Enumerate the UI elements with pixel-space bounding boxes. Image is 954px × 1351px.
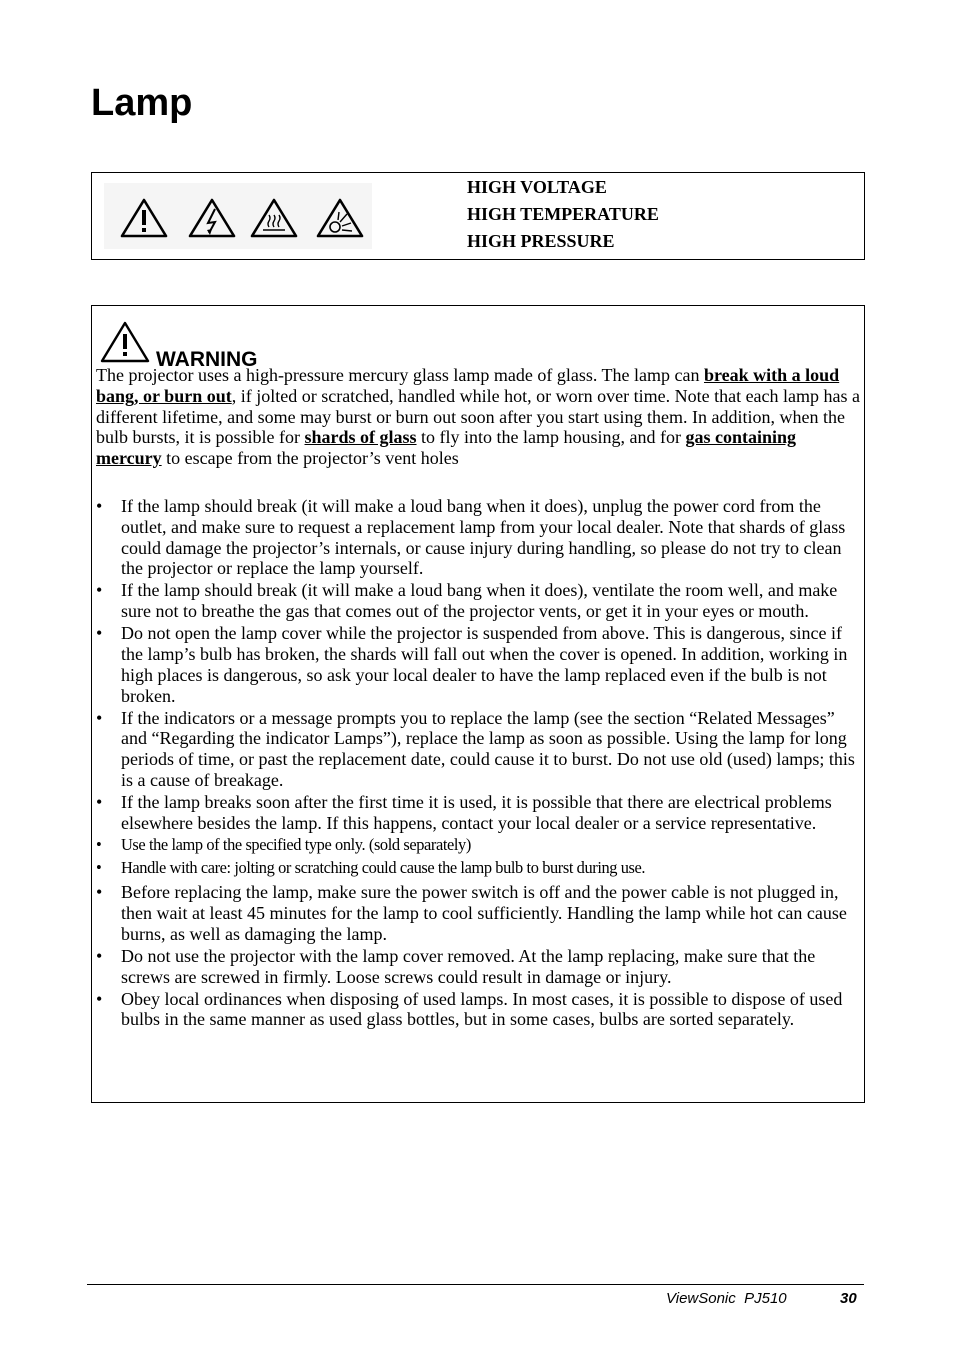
bullet-marker: • [96, 988, 103, 1009]
intro-text: , if jolted or scratched, handled while hot, or worn over time. Note that each lamp has a different lifetime, and some may burst or burn out soon after you start using them. In addition, when the bulb bursts, it is possible for [96, 385, 861, 448]
list-item-text: Before replacing the lamp, make sure the power switch is off and the power cable is not plugged in, then wait at least 45 minutes for the lamp to cool sufficiently. Handling the lamp while hot can cause burns, as well as damaging the lamp. [121, 882, 847, 944]
warning-triangle-icon [100, 321, 150, 363]
list-item [96, 858, 860, 879]
intro-text: to fly into the lamp housing, and for [416, 427, 686, 448]
bullet-marker: • [96, 945, 103, 966]
list-item [96, 708, 860, 791]
list-item-text: If the indicators or a message prompts you to replace the lamp (see the section “Related Messages” and “Regarding the indicator Lamps”), replace the lamp as soon as possible. Using the lamp for long periods of time, or past the replacement date, could cause it to burst. Do not use old (used) lamps; this is a cause of breakage. [121, 707, 855, 790]
footer-model: ViewSonic PJ510 [666, 1290, 787, 1307]
list-item-text: Handle with care: jolting or scratching could cause the lamp bulb to burst during use. [121, 858, 646, 878]
bullet-marker: • [96, 623, 103, 644]
bullet-marker: • [96, 882, 103, 903]
list-item-text: If the lamp should break (it will make a loud bang when it does), unplug the power cord from the outlet, and make sure to request a replacement lamp from your local dealer. Note that shards of glass could damage the projector’s internals, or cause injury during handling, so please do not try to clean the projector or replace the lamp yourself. [121, 496, 846, 579]
intro-text: The projector uses a high-pressure mercury glass lamp made of glass. The lamp can [96, 365, 704, 385]
hazard-label-temperature: HIGH TEMPERATURE [467, 204, 659, 224]
list-item [96, 496, 860, 579]
footer-page-number: 30 [840, 1290, 857, 1307]
list-item [96, 623, 860, 706]
hazard-label-voltage: HIGH VOLTAGE [467, 177, 607, 197]
list-item-text: If the lamp should break (it will make a loud bang when it does), ventilate the room well, and make sure not to breathe the gas that comes out of the projector vents, or get it in your eyes or mouth. [121, 580, 838, 622]
bullet-marker: • [96, 496, 103, 516]
explosion-icon [316, 197, 364, 239]
list-item-text: Do not open the lamp cover while the projector is suspended from above. This is dangerous, since if the lamp’s bulb has broken, the shards will fall out when the cover is opened. In addition, working in high places is dangerous, so ask your local dealer to have the lamp replaced even if the bulb is not broken. [121, 623, 848, 706]
list-item-text: If the lamp breaks soon after the first time it is used, it is possible that there are electrical problems elsewhere besides the lamp. If this happens, contact your local dealer or a service representative. [121, 791, 832, 833]
high-voltage-icon [188, 197, 236, 239]
intro-emphasis-break: break with a loud bang, or burn out [96, 365, 840, 406]
hazard-symbols-box [91, 172, 865, 260]
hazard-label-pressure: HIGH PRESSURE [467, 231, 615, 251]
page-title: Lamp [91, 82, 193, 124]
list-item-text: Do not use the projector with the lamp cover removed. At the lamp replacing, make sure that the screws are screwed in firmly. Loose screws could result in damage or injury. [121, 945, 816, 987]
list-item [96, 792, 860, 834]
warning-intro [96, 365, 860, 469]
footer-divider [87, 1284, 864, 1285]
bullet-marker: • [96, 834, 102, 854]
bullet-marker: • [96, 580, 103, 601]
general-caution-icon [120, 197, 168, 239]
list-item [96, 946, 860, 988]
list-item [96, 989, 860, 1031]
warning-heading: WARNING [156, 348, 258, 371]
list-item [96, 882, 860, 944]
list-item-text: Obey local ordinances when disposing of used lamps. In most cases, it is possible to dispose of used bulbs in the same manner as used glass bottles, but in some cases, bulbs are sorted separately. [121, 988, 843, 1030]
intro-emphasis-shards: shards of glass [304, 427, 417, 448]
bullet-marker: • [96, 791, 103, 812]
intro-emphasis-mercury: gas containing mercury [96, 427, 797, 469]
warning-box [91, 305, 865, 1103]
intro-text: to escape from the projector’s vent holes [161, 448, 459, 469]
hot-surface-icon [250, 197, 298, 239]
bullet-marker: • [96, 858, 102, 878]
list-item [96, 835, 860, 856]
warning-bullet-list [96, 496, 860, 1031]
list-item-text: Use the lamp of the specified type only. (sold separately) [121, 834, 471, 854]
hazard-icons-strip [104, 183, 372, 249]
list-item [96, 580, 860, 622]
bullet-marker: • [96, 707, 103, 728]
hazard-labels [467, 174, 659, 255]
